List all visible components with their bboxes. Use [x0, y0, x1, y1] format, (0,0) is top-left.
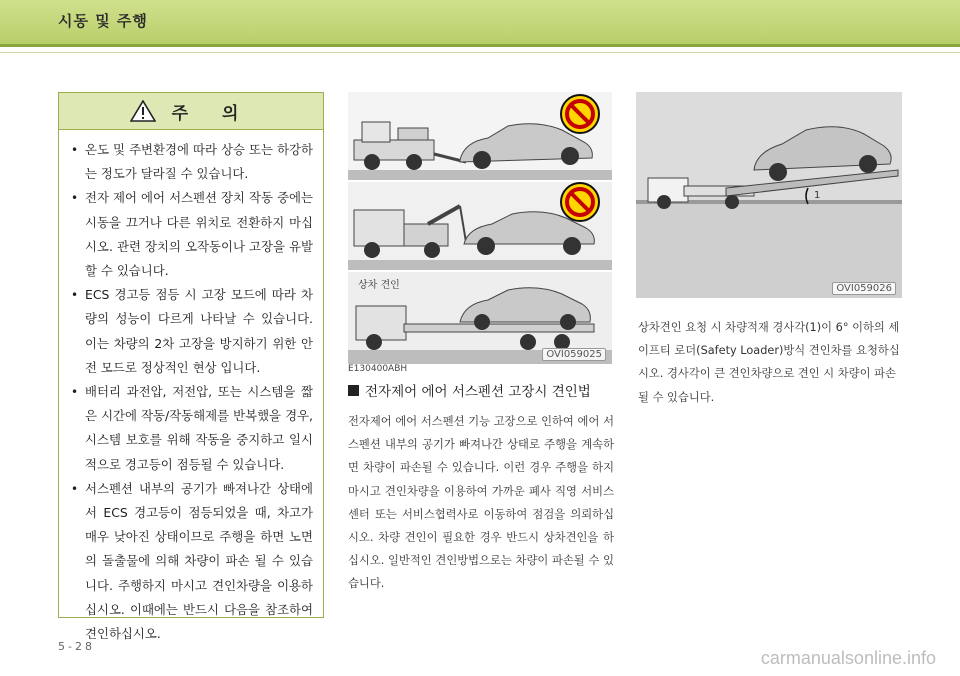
page-number: 5-28: [58, 640, 95, 653]
caution-item: • 전자 제어 에어 서스펜션 장치 작동 중에는 시동을 끄거나 다른 위치로 전환하지 마십시오. 관련 장치의 오작동이나 고장을 유발 할 수 있습니다.: [67, 186, 313, 283]
section-body: 전자제어 에어 서스펜션 기능 고장으로 인하여 에어 서스펜션 내부의 공기가 빠져나간 상태로 주행을 계속하면 차량이 파손될 수 있습니다. 이런 경우 주행을 하지 마시고 견인차량을 이용하여 가까운 폐사 직영 서비스센터 또는 서비스협력사로 이동하여 점검을 의뢰하십시오. 차량 견인이 필요한 경우 반드시 상차견인을 하십시오. 일반적인 견인방법으로는 차량이 파손될 수 있습니다.: [348, 415, 614, 591]
figure-code: OVI059026: [832, 282, 896, 295]
angle-callout: 1: [814, 190, 821, 201]
section-title-text: 전자제어 에어 서스펜션 고장시 견인법: [365, 384, 591, 400]
page-header: [0, 0, 960, 47]
towing-illustration-1: [348, 92, 612, 364]
chapter-title: 시동 및 주행: [58, 12, 148, 30]
watermark: carmanualsonline.info: [760, 648, 936, 668]
caution-list: [67, 138, 313, 646]
warning-triangle-icon: [130, 100, 156, 122]
caution-item: • ECS 경고등 점등 시 고장 모드에 따라 차량의 성능이 다르게 나타날 수 있습니다. 이는 차량의 2차 고장을 방지하기 위한 안전 모드로 정상적인 현상 입니다.: [67, 283, 313, 380]
caution-item: • 온도 및 주변환경에 따라 상승 또는 하강하는 정도가 달라질 수 있습니다.: [67, 138, 313, 186]
safety-loader-drawing: [636, 92, 902, 298]
figure-label: 상차 견인: [358, 280, 400, 291]
caution-box: [58, 92, 324, 642]
towing-illustration-2: [636, 92, 902, 298]
section-id: E130400ABH: [348, 364, 408, 374]
header-divider: [0, 52, 960, 53]
figure-code: OVI059025: [542, 348, 606, 361]
loader-note: 상차견인 요청 시 차량적재 경사각(1)이 6° 이하의 세이프티 로더(Safety Loader)방식 견인차를 요청하십시오. 경사각이 큰 견인차량으로 견인 시 차량이 파손될 수 있습니다.: [638, 321, 900, 404]
prohibited-sign-icon: [561, 183, 599, 221]
section-title: [348, 380, 591, 400]
square-bullet-icon: [348, 385, 359, 396]
caution-header: [59, 93, 323, 130]
prohibited-sign-icon: [561, 95, 599, 133]
caution-item: • 배터리 과전압, 저전압, 또는 시스템을 짧은 시간에 작동/작동해제를 반복했을 경우, 시스템 보호를 위해 작동을 중지하고 일시적으로 경고등이 점등될 수 있습니다.: [67, 380, 313, 477]
caution-title: 주 의: [171, 103, 253, 124]
caution-item: • 서스펜션 내부의 공기가 빠져나간 상태에서 ECS 경고등이 점등되었을 때, 차고가 매우 낮아진 상태이므로 주행을 하면 노면의 돌출물에 의해 차량이 파손 될 수 있습니다. 주행하지 마시고 견인차량을 이용하십시오. 이때에는 반드시 다음을 참조하여 견인하십시오.: [67, 477, 313, 646]
towing-methods-drawing: [348, 92, 612, 364]
